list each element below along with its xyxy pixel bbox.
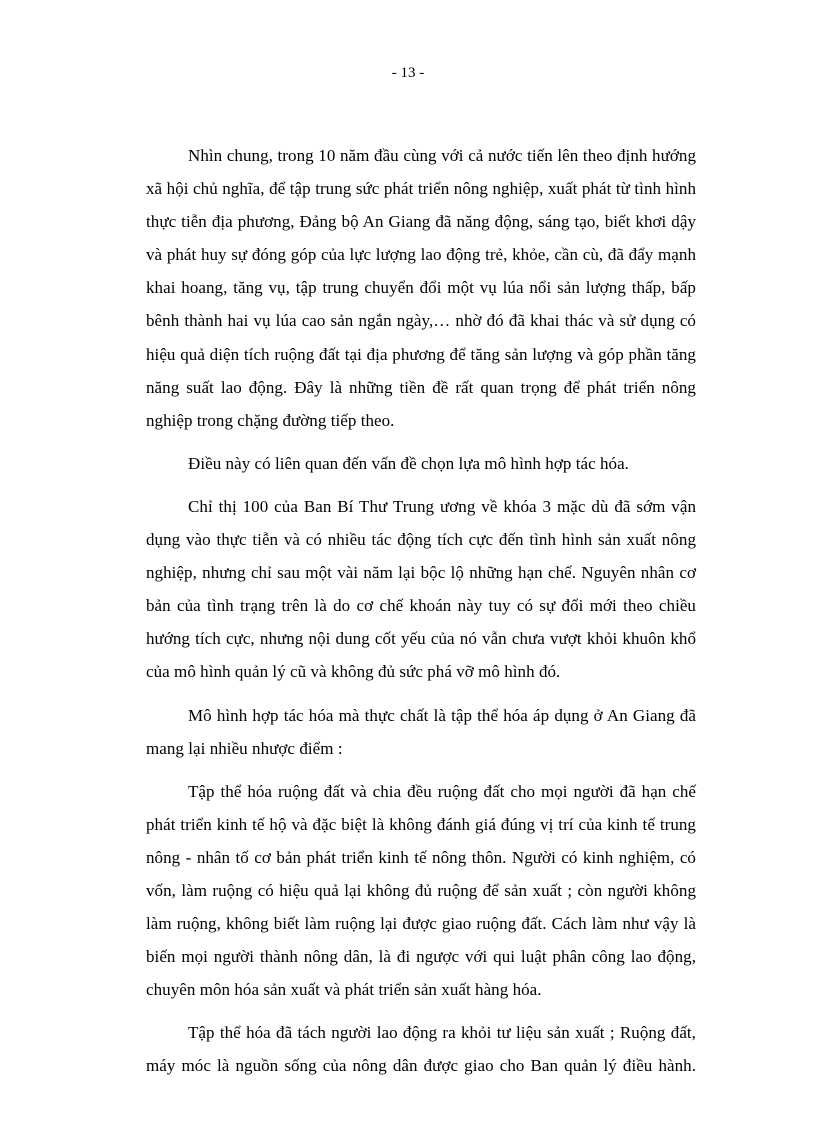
paragraph: Tập thể hóa đã tách người lao động ra khỏi tư liệu sản xuất ; Ruộng đất, máy móc là nguồn sống của nông dân được giao cho Ban quản lý điều hành. bbox=[146, 1023, 696, 1076]
paragraph: Điều này có liên quan đến vấn đề chọn lựa mô hình hợp tác hóa. bbox=[188, 453, 629, 473]
paragraph: Nhìn chung, trong 10 năm đầu cùng với cả nước tiến lên theo định hướng xã hội chủ nghĩa, để tập trung sức phát triển nông nghiệp, xuất phát từ tình hình thực tiễn địa phương, Đảng bộ An Giang đã năng động, sáng tạo, biết khơi dậy và phát huy sự đóng góp của lực lượng lao động trẻ, khỏe, cần cù, đã đẩy mạnh khai hoang, tăng vụ, tập trung chuyển đổi một vụ lúa nổi sản lượng thấp, bấp bênh thành hai vụ lúa cao sản ngắn ngày,… nhờ đó đã khai thác và sử dụng có hiệu quả diện tích ruộng đất tại địa phương để tăng sản lượng và góp phần tăng năng suất lao động. Đây là những tiền đề rất quan trọng để phát triển nông nghiệp trong chặng đường tiếp theo. bbox=[146, 146, 696, 430]
document-body bbox=[146, 139, 696, 1093]
paragraph: Tập thể hóa ruộng đất và chia đều ruộng đất cho mọi người đã hạn chế phát triển kinh tế hộ và đặc biệt là không đánh giá đúng vị trí của kinh tế trung nông - nhân tố cơ bản phát triển kinh tế nông thôn. Người có kinh nghiệm, có vốn, làm ruộng có hiệu quả lại không đủ ruộng để sản xuất ; còn người không làm ruộng, không biết làm ruộng lại được giao ruộng đất. Cách làm như vậy là biến mọi người thành nông dân, là đi ngược với qui luật phân công lao động, chuyên môn hóa sản xuất và phát triển sản xuất hàng hóa. bbox=[146, 781, 696, 1000]
paragraph: Chỉ thị 100 của Ban Bí Thư Trung ương về khóa 3 mặc dù đã sớm vận dụng vào thực tiễn và có nhiều tác động tích cực đến tình hình sản xuất nông nghiệp, nhưng chỉ sau một vài năm lại bộc lộ những hạn chế. Nguyên nhân cơ bản của tình trạng trên là do cơ chế khoán này tuy có sự đổi mới theo chiều hướng tích cực, nhưng nội dung cốt yếu của nó vẫn chưa vượt khỏi khuôn khổ của mô hình quản lý cũ và không đủ sức phá vỡ mô hình đó. bbox=[146, 496, 696, 682]
page-number: - 13 - bbox=[391, 65, 425, 81]
paragraph: Mô hình hợp tác hóa mà thực chất là tập thể hóa áp dụng ở An Giang đã mang lại nhiều nhược điểm : bbox=[146, 705, 696, 758]
